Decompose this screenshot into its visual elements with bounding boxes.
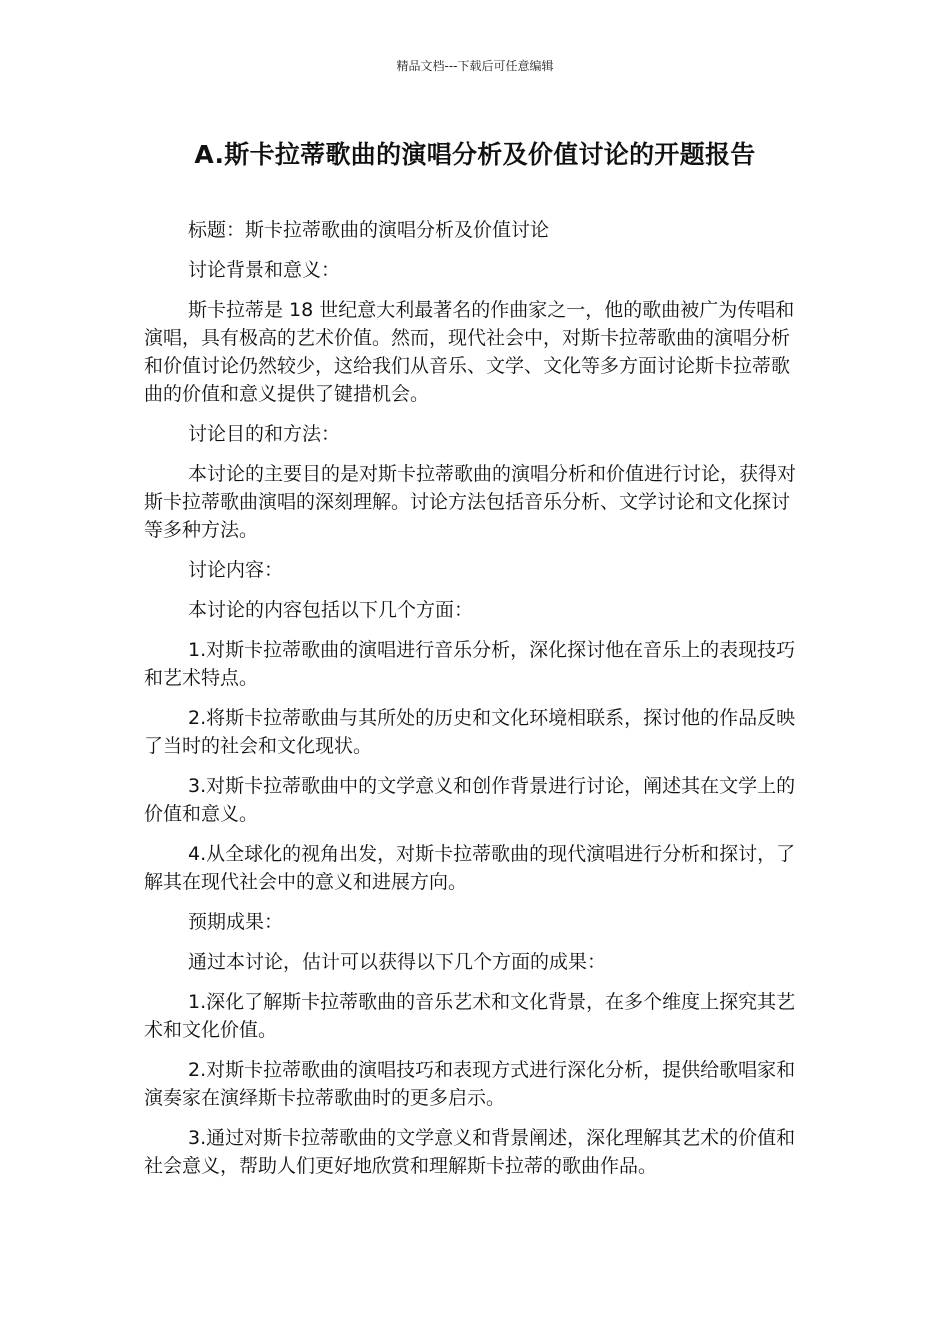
paragraph-background: 斯卡拉蒂是 18 世纪意大利最著名的作曲家之一，他的歌曲被广为传唱和演唱，具有极高的艺术价值。然而，现代社会中，对斯卡拉蒂歌曲的演唱分析和价值讨论仍然较少，这给我们从音乐、文学、文化等多方面讨论斯卡拉蒂歌曲的价值和意义提供了键措机会。	[144, 299, 795, 405]
outcome-item-1: 1.深化了解斯卡拉蒂歌曲的音乐艺术和文化背景，在多个维度上探究其艺术和文化价值。	[144, 991, 796, 1041]
outcome-item-2: 2.对斯卡拉蒂歌曲的演唱技巧和表现方式进行深化分析，提供给歌唱家和演奏家在演绎斯卡拉蒂歌曲时的更多启示。	[144, 1059, 796, 1109]
content-item-4: 4.从全球化的视角出发，对斯卡拉蒂歌曲的现代演唱进行分析和探讨，了解其在现代社会中的意义和进展方向。	[144, 843, 796, 893]
document-body	[144, 216, 804, 1192]
section-heading-background: 讨论背景和意义：	[188, 259, 341, 281]
section-heading-outcomes: 预期成果：	[188, 911, 284, 933]
page-header: 精品文档---下载后可任意编辑	[396, 59, 554, 73]
section-heading-content: 讨论内容：	[188, 559, 284, 581]
paragraph-purpose: 本讨论的主要目的是对斯卡拉蒂歌曲的演唱分析和价值进行讨论，获得对斯卡拉蒂歌曲演唱的深刻理解。讨论方法包括音乐分析、文学讨论和文化探讨等多种方法。	[144, 463, 797, 541]
content-item-1: 1.对斯卡拉蒂歌曲的演唱进行音乐分析，深化探讨他在音乐上的表现技巧和艺术特点。	[144, 639, 796, 689]
content-item-3: 3.对斯卡拉蒂歌曲中的文学意义和创作背景进行讨论，阐述其在文学上的价值和意义。	[144, 775, 796, 825]
outcome-item-3: 3.通过对斯卡拉蒂歌曲的文学意义和背景阐述，深化理解其艺术的价值和社会意义，帮助人们更好地欣赏和理解斯卡拉蒂的歌曲作品。	[144, 1127, 796, 1177]
document-title: A.斯卡拉蒂歌曲的演唱分析及价值讨论的开题报告	[194, 140, 756, 169]
paragraph-content-intro: 本讨论的内容包括以下几个方面：	[188, 599, 474, 621]
paragraph-subject-line: 标题：斯卡拉蒂歌曲的演唱分析及价值讨论	[188, 219, 550, 241]
section-heading-purpose: 讨论目的和方法：	[188, 423, 341, 445]
content-item-2: 2.将斯卡拉蒂歌曲与其所处的历史和文化环境相联系，探讨他的作品反映了当时的社会和文化现状。	[144, 707, 796, 757]
paragraph-outcomes-intro: 通过本讨论，估计可以获得以下几个方面的成果：	[188, 951, 607, 973]
